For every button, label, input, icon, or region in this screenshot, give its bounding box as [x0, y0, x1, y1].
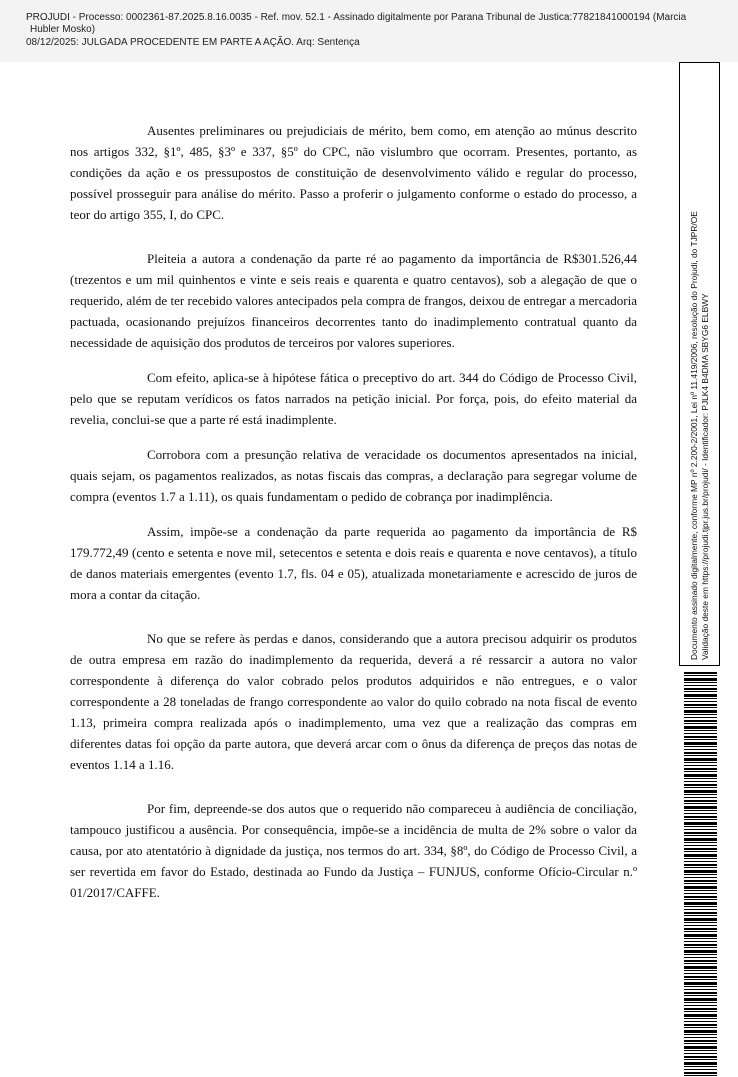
- paragraph-preliminaries: Ausentes preliminares ou prejudiciais de mérito, bem como, em atenção ao múnus descrito nos artigos 332, §1º, 485, §3º e 337, §5º do CPC, não vislumbro que ocorram. Presentes, portanto, as condições da ação e os pressupostos de constituição de desenvolvimento válido e regular do processo, possível prosseguir para análise do mérito. Passo a proferir o julgamento conforme o estado do processo, a teor do artigo 355, I, do CPC.: [70, 123, 637, 222]
- stamp-validation-line: Validação deste em https://projudi.tjpr.jus.br/projudi/ - Identificador: PJLK4 B4DMA SBYG6 ELBWY: [700, 293, 710, 660]
- document-header: [0, 0, 738, 62]
- paragraph-default-effect: Com efeito, aplica-se à hipótese fática o preceptivo do art. 344 do Código de Processo Civil, pelo que se reputam verídicos os fatos narrados na petição inicial. Por força, pois, do efeito material da revelia, conclui-se que a parte ré está inadimplente.: [70, 370, 637, 427]
- paragraph-claim: Pleiteia a autora a condenação da parte ré ao pagamento da importância de R$301.526,44 (trezentos e um mil quinhentos e vinte e seis reais e quarenta e quatro centavos), sob a alegação de que o requerido, além de ter recebido valores antecipados pela compra de frangos, deixou de entregar a mercadoria pactuada, ocasionando prejuízos financeiros decorrentes tanto do inadimplemento contratual quanto da necessidade de aquisição dos produtos de terceiros por valores superiores.: [70, 251, 637, 350]
- paragraph-evidence: Corrobora com a presunção relativa de veracidade os documentos apresentados na inicial, quais sejam, os pagamentos realizados, as notas fiscais das compras, a declaração para segregar volume de compra (eventos 1.7 a 1.11), os quais fundamentam o pedido de cobrança por inadimplência.: [70, 447, 637, 504]
- barcode: [684, 672, 717, 1077]
- stamp-signed-line: Documento assinado digitalmente, conforme MP nº 2.200-2/2001, Lei nº 11.419/2006, resolução do Projudi, do TJPR/OE: [689, 211, 699, 660]
- paragraph-condemnation: Assim, impõe-se a condenação da parte requerida ao pagamento da importância de R$ 179.772,49 (cento e setenta e nove mil, setecentos e setenta e dois reais e quarenta e nove centavos), a título de danos materiais emergentes (evento 1.7, fls. 04 e 05), atualizada monetariamente e acrescido de juros de mora a contar da citação.: [70, 524, 637, 602]
- document-body: [70, 120, 637, 903]
- header-judgment-line: 08/12/2025: JULGADA PROCEDENTE EM PARTE A AÇÃO. Arq: Sentença: [26, 37, 360, 48]
- header-signer-line: Hubler Mosko): [30, 24, 96, 35]
- digital-signature-sidebar: [679, 62, 721, 1022]
- signature-stamp-box: [679, 62, 720, 666]
- paragraph-losses-damages: No que se refere às perdas e danos, considerando que a autora precisou adquirir os produtos de outra empresa em razão do inadimplemento da requerida, deverá a ré ressarcir a autora no valor correspondente à diferença do valor cobrado pelos produtos adquiridos e não entregues, e o valor correspondente a 28 toneladas de frango correspondente ao valor do quilo cobrado na nota fiscal de evento 1.13, primeira compra realizada após o inadimplemento, uma vez que a realização das compras em diferentes datas foi opção da parte autora, que deverá arcar com o ônus da diferença de preços das notas de eventos 1.14 a 1.16.: [70, 631, 637, 772]
- header-process-line: PROJUDI - Processo: 0002361-87.2025.8.16.0035 - Ref. mov. 52.1 - Assinado digitalmente por Parana Tribunal de Justica:77821841000194 (Marcia: [26, 12, 687, 23]
- paragraph-fine: Por fim, depreende-se dos autos que o requerido não compareceu à audiência de conciliação, tampouco justificou a ausência. Por consequência, impõe-se a incidência de multa de 2% sobre o valor da causa, por ato atentatório à dignidade da justiça, nos termos do art. 334, §8º, do Código de Processo Civil, a ser revertida em favor do Estado, destinada ao Fundo da Justiça – FUNJUS, conforme Ofício-Circular n.º 01/2017/CAFFE.: [70, 801, 637, 900]
- signature-stamp-text: [689, 70, 711, 660]
